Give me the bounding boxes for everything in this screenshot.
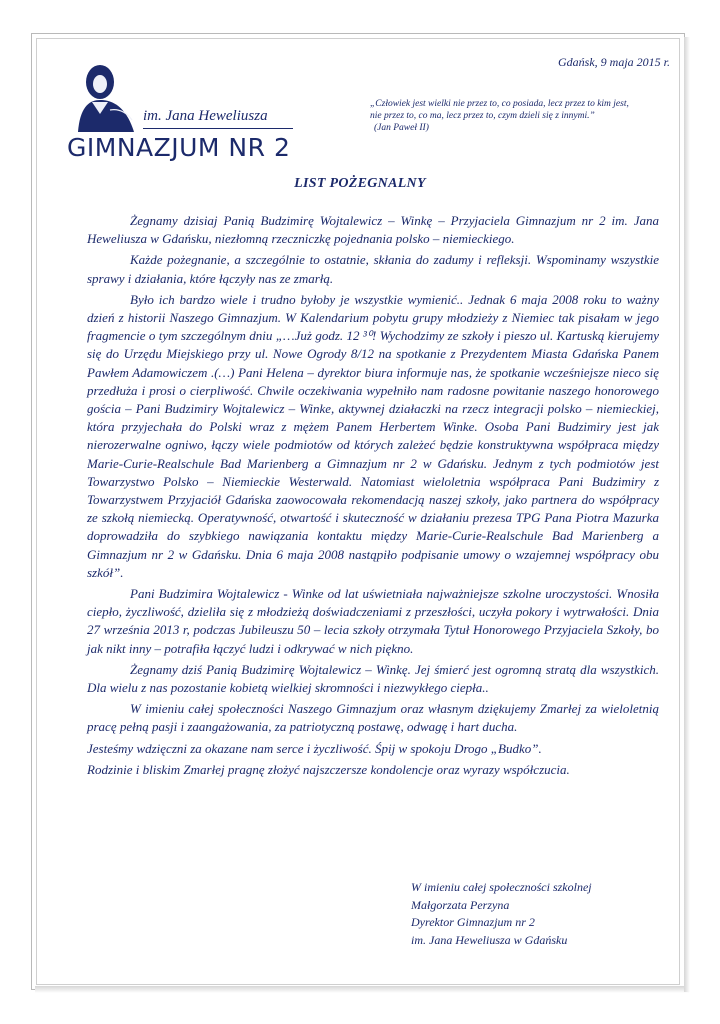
quote-line: „Człowiek jest wielki nie przez to, co posiada, lecz przez to kim jest, (370, 99, 629, 109)
paragraph: Rodzinie i bliskim Zmarłej pragnę złożyć najszczersze kondolencje oraz wyrazy współczucia. (87, 761, 570, 777)
paragraph: W imieniu całej społeczności Naszego Gimnazjum oraz własnym dziękujemy Zmarłej za wieloletnią pracę pełną pasji i zaangażowania, za patriotyczną postawę, odwagę i hart ducha. (87, 701, 659, 735)
quote-line: nie przez to, co ma, lecz przez to, czym dzieli się z innymi.” (370, 111, 595, 121)
portrait-icon (70, 58, 144, 132)
school-logo-title: GIMNAZJUM NR 2 (67, 133, 291, 162)
logo-rule (143, 128, 293, 129)
letter-title: LIST POŻEGNALNY (294, 176, 426, 191)
signature-school: im. Jana Heweliusza w Gdańsku (411, 932, 568, 947)
paragraph: Żegnamy dzisiaj Panią Budzimirę Wojtalewicz – Winkę – Przyjaciela Gimnazjum nr 2 im. Jana Heweliusza w Gdańsku, niezłomną rzeczniczkę pojednania polsko – niemieckiego. (87, 213, 659, 247)
paragraph: Pani Budzimira Wojtalewicz - Winke od lat uświetniała najważniejsze szkolne uroczystości. Wnosiła ciepło, życzliwość, dzieliła się z młodzieżą doświadczeniami z przeszłości, uczyła pokory i wytrwałości. Dnia 27 września 2013 r, podczas Jubileuszu 50 – lecia szkoły otrzymała Tytuł Honorowego Przyjaciela Szkoły, bo jak nikt inny – potrafiła łączyć ludzi i odkrywać w nich piękno. (87, 586, 659, 656)
school-patron-script (143, 108, 293, 130)
signature-block (411, 879, 592, 949)
signature-name: Małgorzata Perzyna (411, 897, 510, 912)
letter-date: Gdańsk, 9 maja 2015 r. (557, 55, 670, 69)
paragraph: Jesteśmy wdzięczni za okazane nam serce i życzliwość. Śpij w spokoju Drogo „Budko”. (87, 740, 542, 756)
quote-author: (Jan Paweł II) (374, 123, 429, 133)
letter-body (87, 212, 659, 782)
paragraph: Żegnamy dziś Panią Budzimirę Wojtalewicz – Winkę. Jej śmierć jest ogromną stratą dla wszystkich. Dla wielu z nas pozostanie kobietą wielkiej skromności i niezwykłego ciepła.. (87, 661, 659, 696)
signature-role: Dyrektor Gimnazjum nr 2 (411, 915, 535, 929)
quote-block (370, 98, 680, 134)
border-shadow-bottom (35, 986, 689, 993)
signature-line: W imieniu całej społeczności szkolnej (411, 880, 592, 894)
paragraph: Było ich bardzo wiele i trudno byłoby je wszystkie wymienić.. Jednak 6 maja 2008 roku to ważny dzień z historii Naszego Gimnazjum. W Kalendarium pobytu grupy młodzieży z Niemiec tak pisałam w jego fragmencie o tym szczególnym dniu „…Już godz. 12 ³⁰! Wychodzimy ze szkoły i pieszo ul. Kartuską kierujemy się do Urzędu Miejskiego przy ul. Nowe Ogrody 8/12 na spotkanie z Prezydentem Miasta Gdańska Panem Pawłem Adamowiczem .(…) Pani Helena – dyrektor biura informuje nas, że spotkanie wcześniejsze nieco się przedłuża i prosi o cierpliwość. Chwile oczekiwania wypełniło nam radosne powitanie naszego honorowego gościa – Pani Budzimiry Wojtalewicz – Winke, aktywnej działaczki na rzecz integracji polsko – niemieckiej, która przyjechała do Polski wraz z mężem Panem Herbertem Winke. Osoba Pani Budzimiry jest jak nierozerwalne ogniwo, łączy wiele podmiotów od których zależeć będzie konstruktywna współpraca między Marie-Curie-Realschule Bad Marienberg a Gimnazjum nr 2 w Gdańsku. Jednym z tych podmiotów jest Towarzystwo Polsko – Niemieckie Westerwald. Natomiast wieloletnia współpraca Pani Budzimiry z Towarzystwem Przyjaciół Gdańska zaowocowała rekomendacją naszej szkoły, jako partnera do współpracy ze szkołą niemiecką. Operatywność, otwartość i skuteczność w działaniu prezesa TPG Pana Piotra Mazurka doprowadziła do szybkiego nawiązania kontaktu między Marie-Curie-Realschule Bad Marienberg a Gimnazjum nr 2 w Gdańsku. Dnia 6 maja 2008 nastąpiło podpisanie umowy o wzajemnej współpracy obu szkół”. (87, 291, 659, 580)
paragraph: Każde pożegnanie, a szczególnie to ostatnie, skłania do zadumy i refleksji. Wspominamy wszystkie sprawy i działania, które łączyły nas ze zmarłą. (87, 252, 659, 286)
school-patron-text: im. Jana Heweliusza (143, 108, 268, 124)
